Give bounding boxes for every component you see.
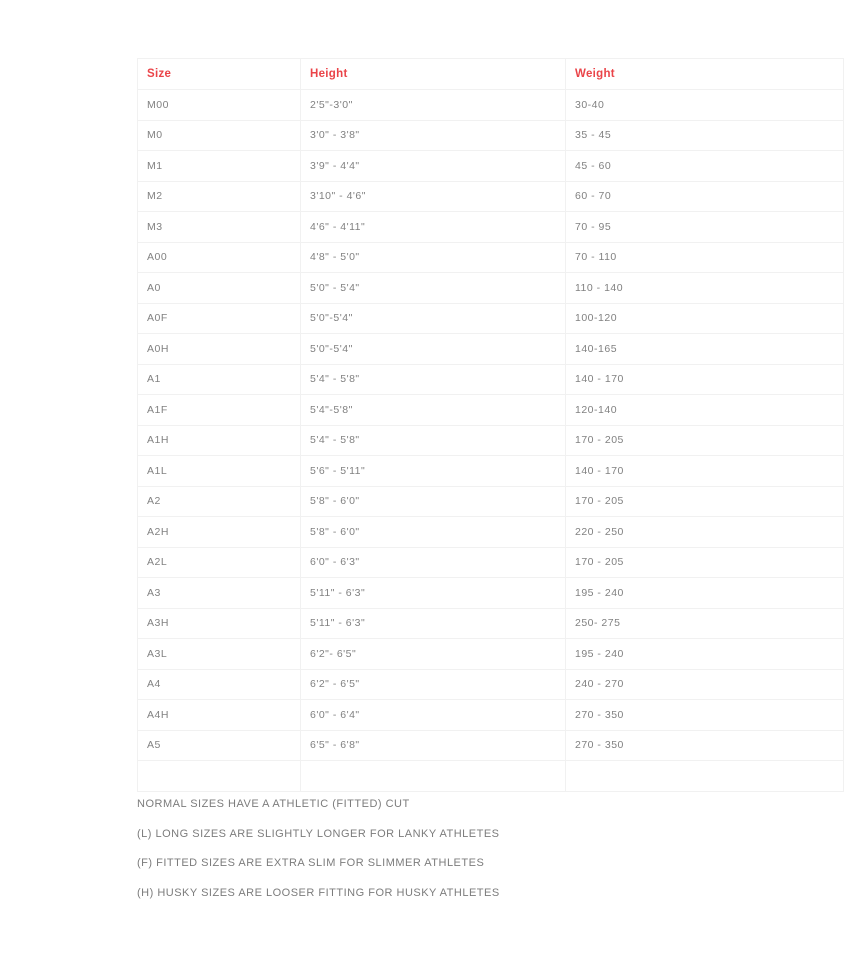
weight-cell: 70 - 95	[566, 212, 844, 243]
table-row	[138, 456, 844, 487]
note-normal-sizes: NORMAL SIZES HAVE A ATHLETIC (FITTED) CUT	[137, 798, 410, 810]
column-header-weight: Weight	[566, 59, 844, 90]
weight-cell: 35 - 45	[566, 120, 844, 151]
table-row	[138, 639, 844, 670]
weight-cell: 240 - 270	[566, 669, 844, 700]
weight-cell: 195 - 240	[566, 578, 844, 609]
table-row	[138, 212, 844, 243]
size-cell: A0	[138, 273, 301, 304]
size-cell: M2	[138, 181, 301, 212]
table-row	[138, 730, 844, 761]
column-header-height: Height	[301, 59, 566, 90]
height-cell: 3'10" - 4'6"	[301, 181, 566, 212]
size-notes	[137, 790, 797, 908]
weight-cell: 140 - 170	[566, 364, 844, 395]
weight-cell: 30-40	[566, 90, 844, 121]
table-row	[138, 608, 844, 639]
height-cell: 5'6" - 5'11"	[301, 456, 566, 487]
table-row	[138, 395, 844, 426]
height-cell: 4'8" - 5'0"	[301, 242, 566, 273]
weight-cell: 270 - 350	[566, 730, 844, 761]
weight-cell: 45 - 60	[566, 151, 844, 182]
size-cell: A2L	[138, 547, 301, 578]
weight-cell: 195 - 240	[566, 639, 844, 670]
weight-cell: 140 - 170	[566, 456, 844, 487]
height-cell: 5'11" - 6'3"	[301, 578, 566, 609]
table-row	[138, 486, 844, 517]
size-cell: M0	[138, 120, 301, 151]
table-row	[138, 578, 844, 609]
weight-cell: 270 - 350	[566, 700, 844, 731]
size-cell: A00	[138, 242, 301, 273]
size-cell: A4H	[138, 700, 301, 731]
table-row	[138, 334, 844, 365]
table-row	[138, 303, 844, 334]
size-cell: A0H	[138, 334, 301, 365]
size-cell: A1	[138, 364, 301, 395]
column-header-size: Size	[138, 59, 301, 90]
size-cell: M00	[138, 90, 301, 121]
empty-cell	[138, 761, 301, 792]
table-row	[138, 90, 844, 121]
weight-cell: 110 - 140	[566, 273, 844, 304]
note-husky-sizes: (H) HUSKY SIZES ARE LOOSER FITTING FOR HUSKY ATHLETES	[137, 886, 500, 899]
table-row	[138, 669, 844, 700]
height-cell: 6'0" - 6'3"	[301, 547, 566, 578]
height-cell: 5'8" - 6'0"	[301, 517, 566, 548]
height-cell: 5'8" - 6'0"	[301, 486, 566, 517]
table-row	[138, 181, 844, 212]
size-cell: A2H	[138, 517, 301, 548]
height-cell: 6'2" - 6'5"	[301, 669, 566, 700]
header-row	[138, 59, 844, 90]
note-long-sizes: (L) LONG SIZES ARE SLIGHTLY LONGER FOR LANKY ATHLETES	[137, 827, 500, 840]
note-fitted-sizes: (F) FITTED SIZES ARE EXTRA SLIM FOR SLIMMER ATHLETES	[137, 857, 485, 869]
size-chart-body	[138, 90, 844, 792]
table-row	[138, 517, 844, 548]
size-cell: M1	[138, 151, 301, 182]
table-row	[138, 364, 844, 395]
height-cell: 6'5" - 6'8"	[301, 730, 566, 761]
table-row	[138, 547, 844, 578]
weight-cell: 60 - 70	[566, 181, 844, 212]
height-cell: 5'11" - 6'3"	[301, 608, 566, 639]
size-cell: A1H	[138, 425, 301, 456]
size-cell: A3L	[138, 639, 301, 670]
weight-cell: 250- 275	[566, 608, 844, 639]
height-cell: 3'0" - 3'8"	[301, 120, 566, 151]
size-cell: A5	[138, 730, 301, 761]
size-cell: A0F	[138, 303, 301, 334]
weight-cell: 170 - 205	[566, 425, 844, 456]
weight-cell: 170 - 205	[566, 547, 844, 578]
weight-cell: 120-140	[566, 395, 844, 426]
height-cell: 5'0"-5'4"	[301, 303, 566, 334]
weight-cell: 170 - 205	[566, 486, 844, 517]
size-cell: A3	[138, 578, 301, 609]
table-row	[138, 151, 844, 182]
size-cell: M3	[138, 212, 301, 243]
size-cell: A4	[138, 669, 301, 700]
size-cell: A1L	[138, 456, 301, 487]
size-chart-table	[137, 58, 844, 792]
table-row	[138, 425, 844, 456]
height-cell: 5'4" - 5'8"	[301, 425, 566, 456]
weight-cell: 70 - 110	[566, 242, 844, 273]
size-cell: A3H	[138, 608, 301, 639]
weight-cell: 140-165	[566, 334, 844, 365]
empty-cell	[301, 761, 566, 792]
table-row	[138, 700, 844, 731]
height-cell: 6'2"- 6'5"	[301, 639, 566, 670]
size-cell: A1F	[138, 395, 301, 426]
height-cell: 5'4"-5'8"	[301, 395, 566, 426]
weight-cell: 100-120	[566, 303, 844, 334]
height-cell: 5'4" - 5'8"	[301, 364, 566, 395]
table-row	[138, 120, 844, 151]
table-row	[138, 273, 844, 304]
height-cell: 5'0" - 5'4"	[301, 273, 566, 304]
table-row	[138, 242, 844, 273]
height-cell: 5'0"-5'4"	[301, 334, 566, 365]
empty-row	[138, 761, 844, 792]
size-cell: A2	[138, 486, 301, 517]
height-cell: 2'5"-3'0"	[301, 90, 566, 121]
weight-cell: 220 - 250	[566, 517, 844, 548]
height-cell: 4'6" - 4'11"	[301, 212, 566, 243]
height-cell: 6'0" - 6'4"	[301, 700, 566, 731]
height-cell: 3'9" - 4'4"	[301, 151, 566, 182]
empty-cell	[566, 761, 844, 792]
